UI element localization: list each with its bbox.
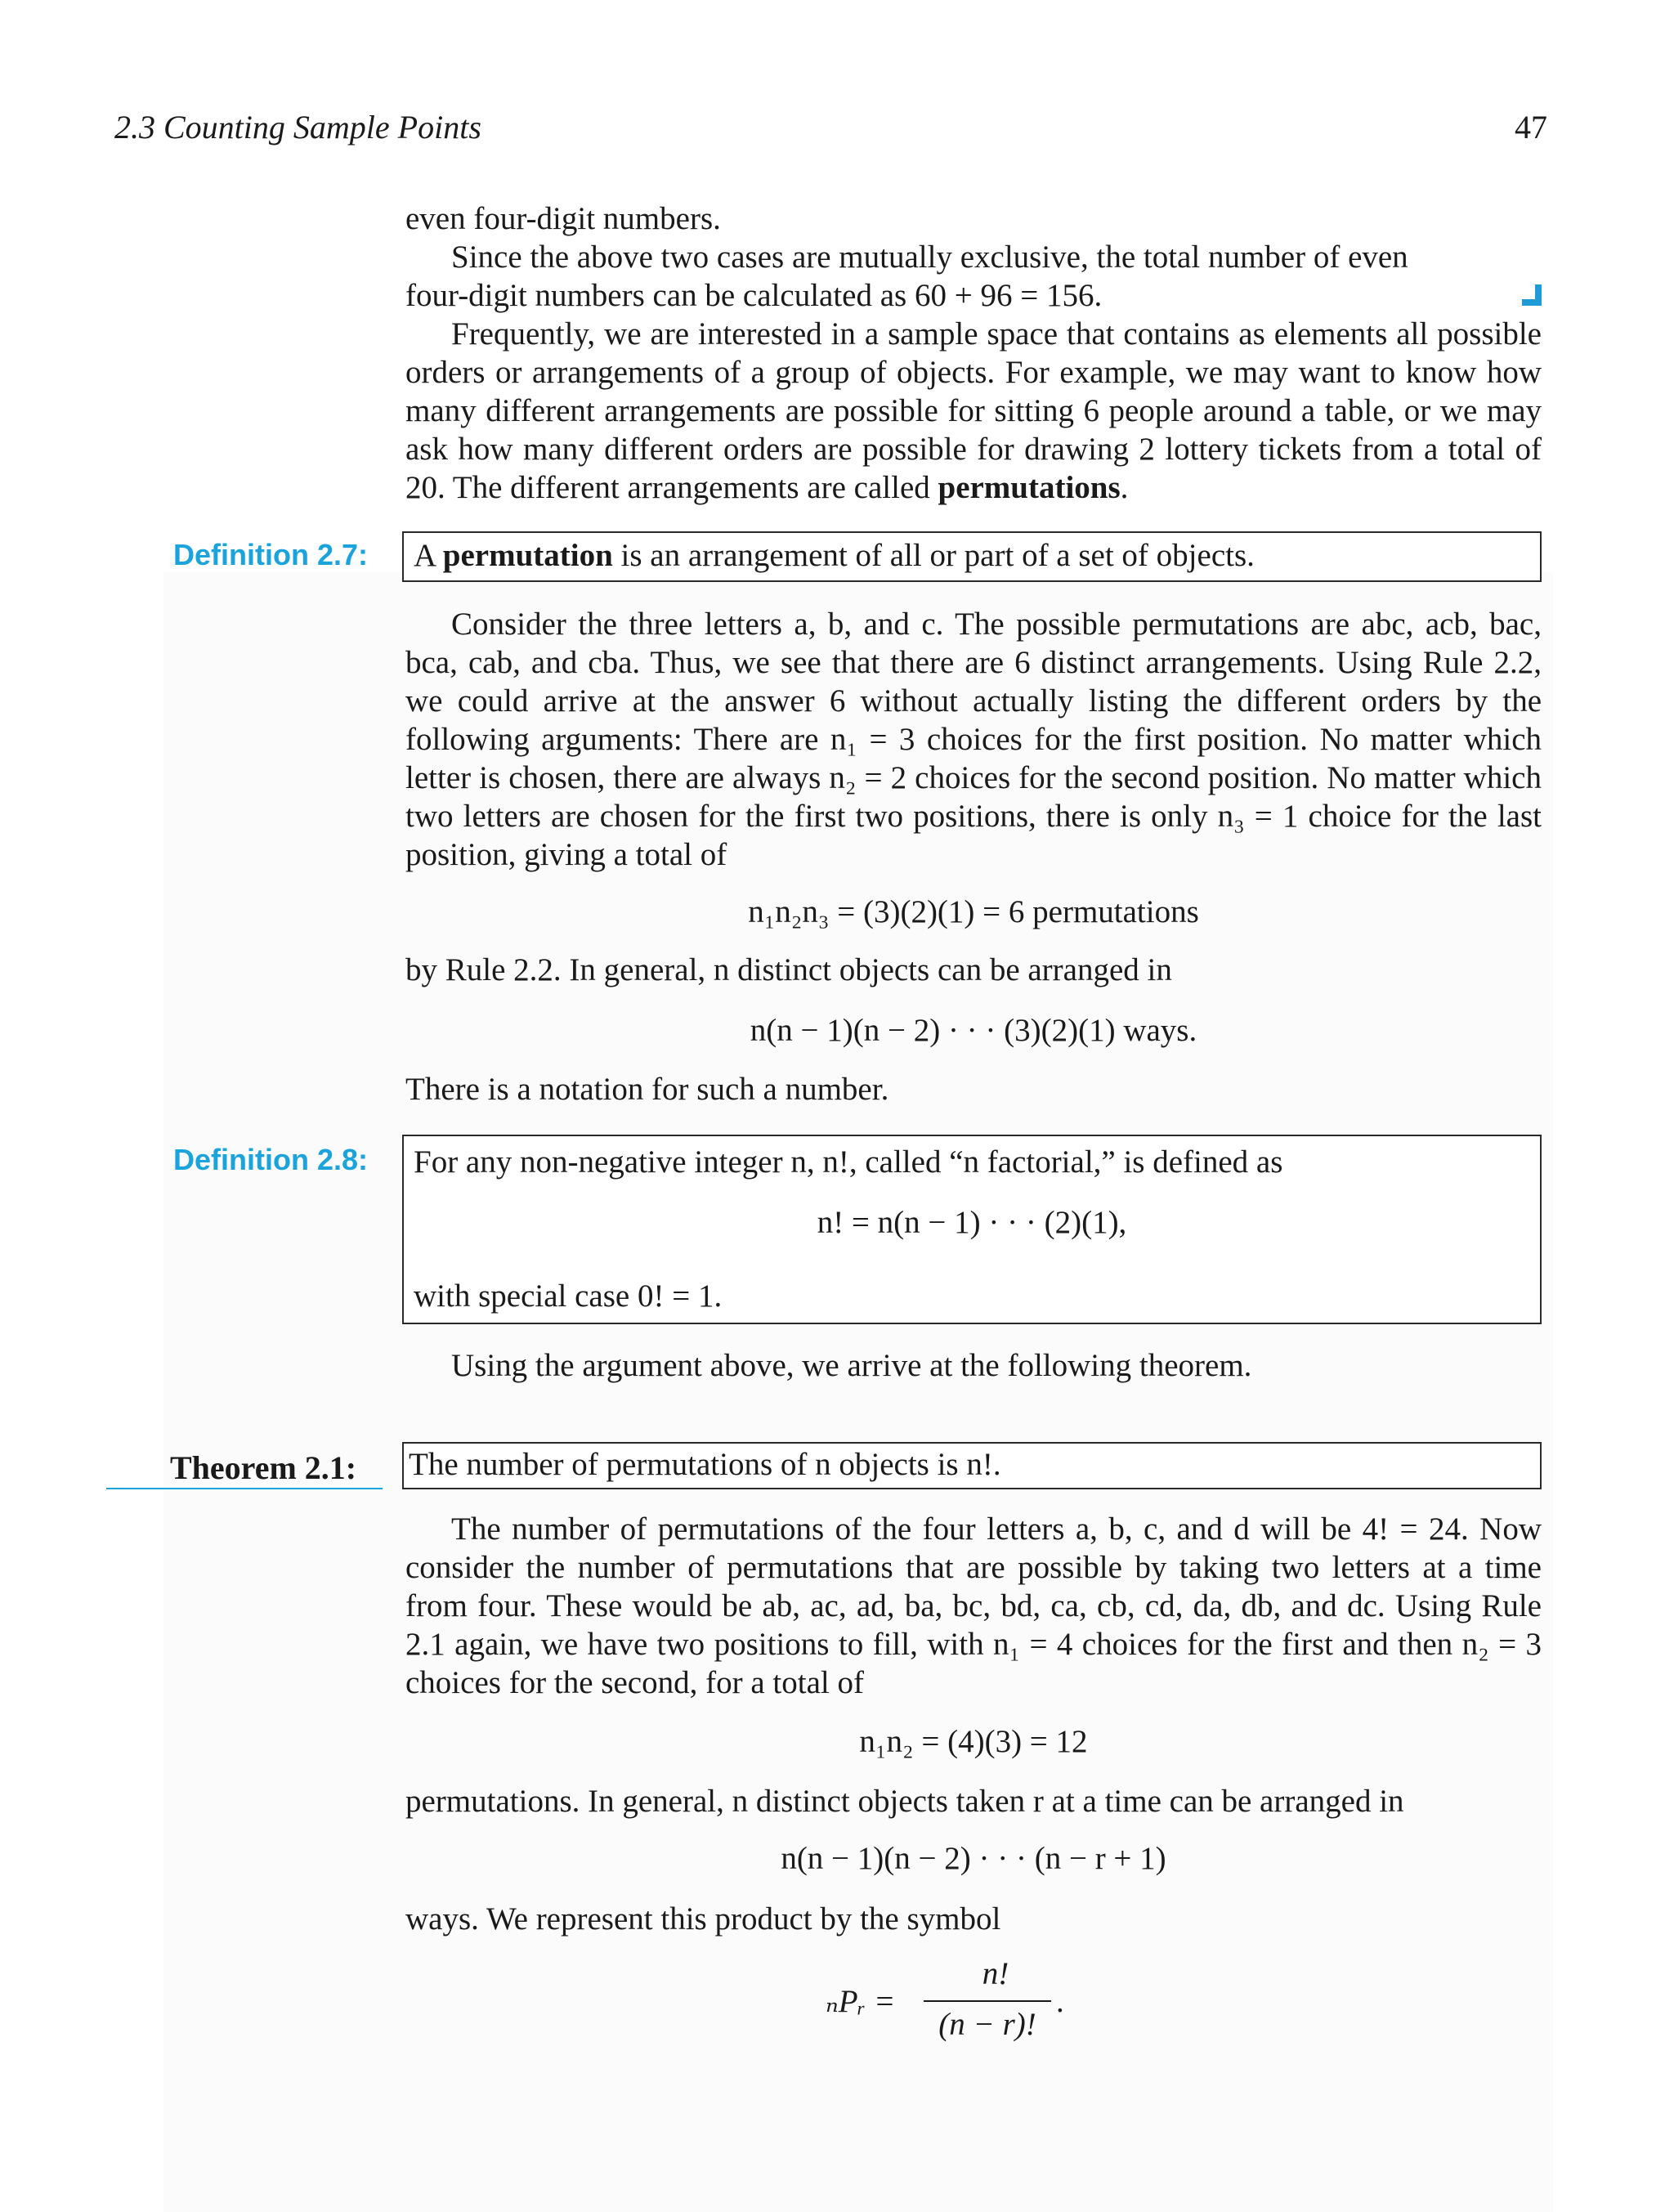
definition-2-7-label: Definition 2.7: <box>173 538 369 571</box>
theorem-2-1-text: The number of permutations of n objects is n!. <box>409 1447 1001 1482</box>
permutations-general-paragraph: permutations. In general, n distinct objects taken r at a time can be arranged in <box>405 1784 1404 1819</box>
by-rule-paragraph: by Rule 2.2. In general, n distinct objects can be arranged in <box>405 952 1172 987</box>
definition-2-8-line-1: For any non-negative integer n, n!, called “n factorial,” is defined as <box>414 1144 1283 1180</box>
definition-2-7-text-a: A <box>414 538 436 573</box>
npr-numerator: n! <box>982 1956 1009 1991</box>
intro-line-3 <box>405 276 1542 315</box>
end-of-example-icon <box>1522 284 1542 306</box>
equation-arrangements: n(n − 1)(n − 2) · · · (3)(2)(1) ways. <box>750 1013 1197 1048</box>
theorem-label-underline <box>106 1488 383 1489</box>
definition-2-8-line-3: with special case 0! = 1. <box>414 1278 723 1314</box>
theorem-2-1-label: Theorem 2.1: <box>170 1449 357 1486</box>
equation-n1n2n3: n₁n₂n₃ = (3)(2)(1) = 6 permutations <box>748 894 1199 929</box>
definition-2-7-text <box>414 536 1530 575</box>
equation-npr <box>817 1955 1079 2053</box>
running-header: 2.3 Counting Sample Points <box>114 109 481 146</box>
consider-paragraph: Consider the three letters a, b, and c. The possible permutations are abc, acb, bac, bca, cab, and cba. Thus, we see that there are 6 distinct arrangements. Using Rule 2.2, we could arrive at the answer 6 without actually listing the different orders by the following arguments: There are n₁ = 3 choices for the first position. No matter which letter is chosen, there are always n₂ = 2 choices for the second position. No matter which two letters are chosen for the first two positions, there is only n₃ = 1 choice for the last position, giving a total of <box>405 607 1542 872</box>
npr-lhs: ₙPᵣ = <box>826 1984 896 2019</box>
npr-period: . <box>1056 1984 1064 2019</box>
definition-2-7-text-b: is an arrangement of all or part of a set of objects. <box>620 538 1255 573</box>
ways-paragraph: ways. We represent this product by the symbol <box>405 1901 1001 1937</box>
intro-line-2: Since the above two cases are mutually exclusive, the total number of even <box>451 240 1408 275</box>
definition-2-7-box <box>402 531 1542 582</box>
equation-product: n(n − 1)(n − 2) · · · (n − r + 1) <box>781 1841 1166 1876</box>
intro-paragraph <box>405 199 1542 507</box>
equation-n1n2: n₁n₂ = (4)(3) = 12 <box>859 1724 1088 1759</box>
frequently-text: Frequently, we are interested in a sample space that contains as elements all possible orders or arrangements of a group of objects. For example, we may want to know how many different arrangements are possible for sitting 6 people around a table, or we may ask how many different orders are possible for drawing 2 lottery tickets from a total of 20. The different arrangements are called <box>405 316 1542 505</box>
definition-2-8-box <box>402 1135 1542 1324</box>
frequently-paragraph <box>405 315 1542 507</box>
four-letters-paragraph: The number of permutations of the four letters a, b, c, and d will be 4! = 24. Now consider the number of permutations that are possible by taking two letters at a time from four. These would be ab, ac, ad, ba, bc, bd, ca, cb, cd, da, db, and dc. Using Rule 2.1 again, we have two positions to fill, with n₁ = 4 choices for the first and then n₂ = 3 choices for the second, for a total of <box>405 1511 1542 1700</box>
fraction-bar <box>924 2000 1051 2002</box>
permutations-term: permutations <box>938 470 1121 505</box>
theorem-2-1-box <box>402 1442 1542 1489</box>
factorial-formula: n! = n(n − 1) · · · (2)(1), <box>817 1205 1127 1240</box>
using-paragraph: Using the argument above, we arrive at the following theorem. <box>451 1348 1252 1383</box>
permutation-term: permutation <box>442 538 613 573</box>
frequently-period: . <box>1120 470 1129 505</box>
npr-denominator: (n − r)! <box>938 2007 1036 2042</box>
definition-2-8-label: Definition 2.8: <box>173 1143 369 1176</box>
intro-line-3-text: four-digit numbers can be calculated as 60 + 96 = 156. <box>405 278 1103 313</box>
page-number: 47 <box>1515 109 1547 146</box>
intro-line-1: even four-digit numbers. <box>405 201 721 236</box>
notation-paragraph: There is a notation for such a number. <box>405 1072 889 1107</box>
